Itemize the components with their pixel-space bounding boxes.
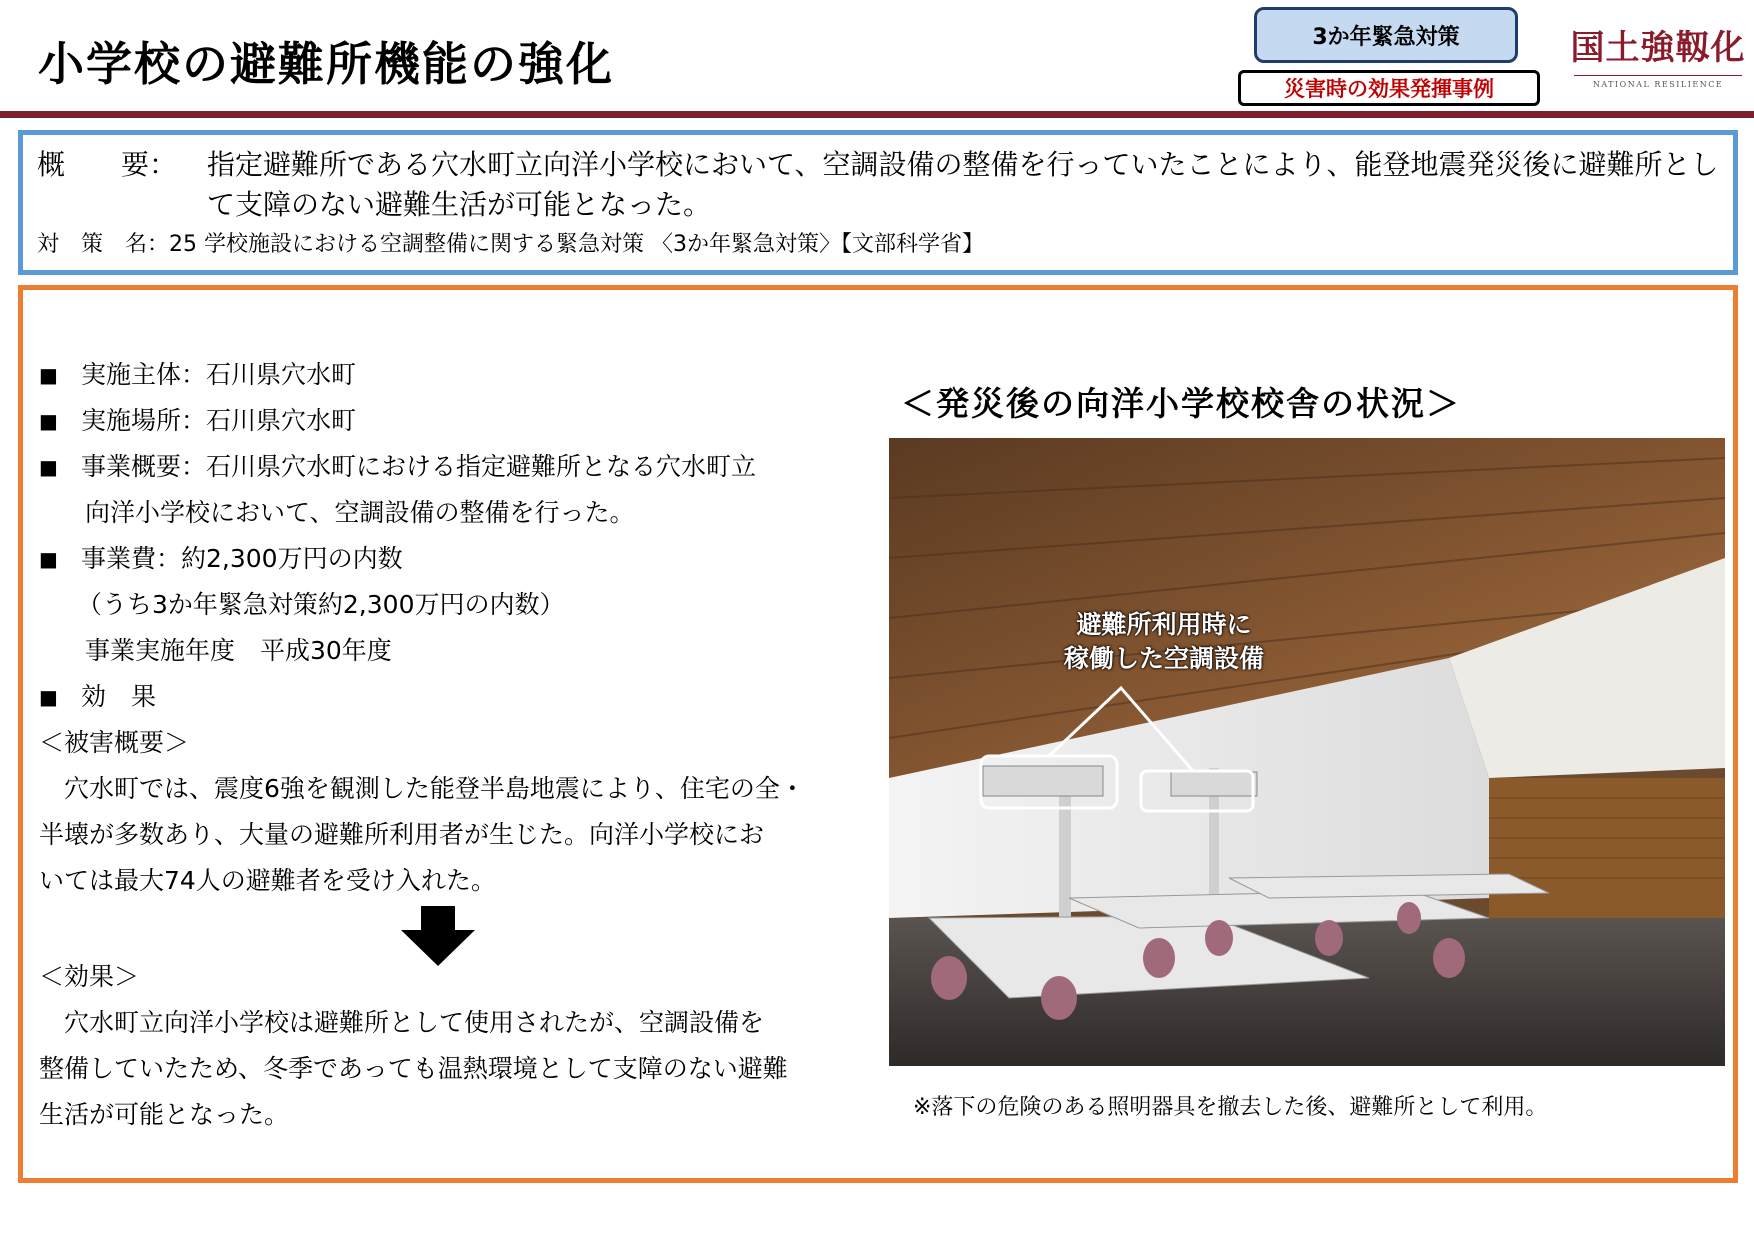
cost-note: （うち3か年緊急対策約2,300万円の内数）: [77, 590, 565, 619]
location-item: [39, 398, 889, 444]
callout-line: 稼働した空調設備: [1063, 644, 1264, 673]
page-title: 小学校の避難所機能の強化: [38, 37, 614, 91]
classroom-illustration: [889, 438, 1725, 1066]
implementer-item: [39, 352, 889, 398]
arrow-row: [39, 904, 889, 996]
overview-label: 概 要：: [37, 148, 178, 181]
summary-box: [18, 130, 1738, 275]
logo-text: 国土強靱化: [1570, 28, 1746, 68]
damage-line: いては最大74人の避難者を受け入れた。: [39, 866, 496, 895]
damage-heading: ＜被害概要＞: [39, 728, 190, 757]
effect-heading: 効 果: [81, 682, 157, 711]
cost-text: 事業費：約2,300万円の内数: [81, 544, 403, 573]
logo-subtext: NATIONAL RESILIENCE: [1592, 80, 1724, 89]
implementer-text: 実施主体：石川県穴水町: [81, 360, 357, 389]
air-conditioner-callout: [1024, 608, 1304, 676]
bullet-square-icon: ■: [39, 363, 58, 387]
damage-line: 穴水町では、震度6強を観測した能登半島地震により、住宅の全・: [39, 774, 805, 803]
effect-item: [39, 674, 889, 720]
project-summary-continued: 向洋小学校において、空調設備の整備を行った。: [85, 498, 635, 527]
overview-text: 指定避難所である穴水町立向洋小学校において、空調設備の整備を行っていたことにより、能登地震発災後に避難所として支障のない避難生活が可能となった。: [207, 148, 1719, 221]
urgent-measures-badge: 3か年緊急対策: [1254, 7, 1518, 63]
effect-line: 生活が可能となった。: [39, 1100, 290, 1129]
photo-note: ※落下の危険のある照明器具を撤去した後、避難所として利用。: [913, 1095, 1548, 1120]
measure-text: 25 学校施設における空調整備に関する緊急対策 〈3か年緊急対策〉【文部科学省】: [169, 232, 984, 257]
measure-row: [37, 227, 1719, 263]
fiscal-year: 事業実施年度 平成30年度: [85, 636, 392, 665]
overview-row: [37, 145, 1719, 225]
measure-label: 対 策 名：: [37, 232, 170, 257]
photo-title: ＜発災後の向洋小学校校舎の状況＞: [901, 384, 1461, 423]
effect-line: 整備していたため、冬季であっても温熱環境として支障のない避難: [39, 1054, 788, 1083]
bullet-square-icon: ■: [39, 455, 58, 479]
details-box: [18, 285, 1738, 1183]
project-details: [39, 352, 889, 1138]
location-text: 実施場所：石川県穴水町: [81, 406, 357, 435]
project-summary-text: 事業概要：石川県穴水町における指定避難所となる穴水町立: [81, 452, 757, 481]
effect-line: 穴水町立向洋小学校は避難所として使用されたが、空調設備を: [39, 1008, 765, 1037]
bullet-square-icon: ■: [39, 409, 58, 433]
national-resilience-logo: [1568, 20, 1748, 89]
bullet-square-icon: ■: [39, 547, 58, 571]
school-interior-photo: [889, 438, 1725, 1066]
callout-line: 避難所利用時に: [1076, 610, 1252, 639]
down-arrow-icon: [401, 906, 475, 966]
effect-subheading: ＜効果＞: [39, 962, 140, 991]
title-divider: [0, 111, 1754, 118]
cost-item: [39, 536, 889, 582]
logo-divider: [1574, 75, 1742, 76]
project-summary-item: [39, 444, 889, 490]
disaster-case-badge: 災害時の効果発揮事例: [1238, 70, 1540, 106]
damage-line: 半壊が多数あり、大量の避難所利用者が生じた。向洋小学校にお: [39, 820, 765, 849]
bullet-square-icon: ■: [39, 685, 58, 709]
